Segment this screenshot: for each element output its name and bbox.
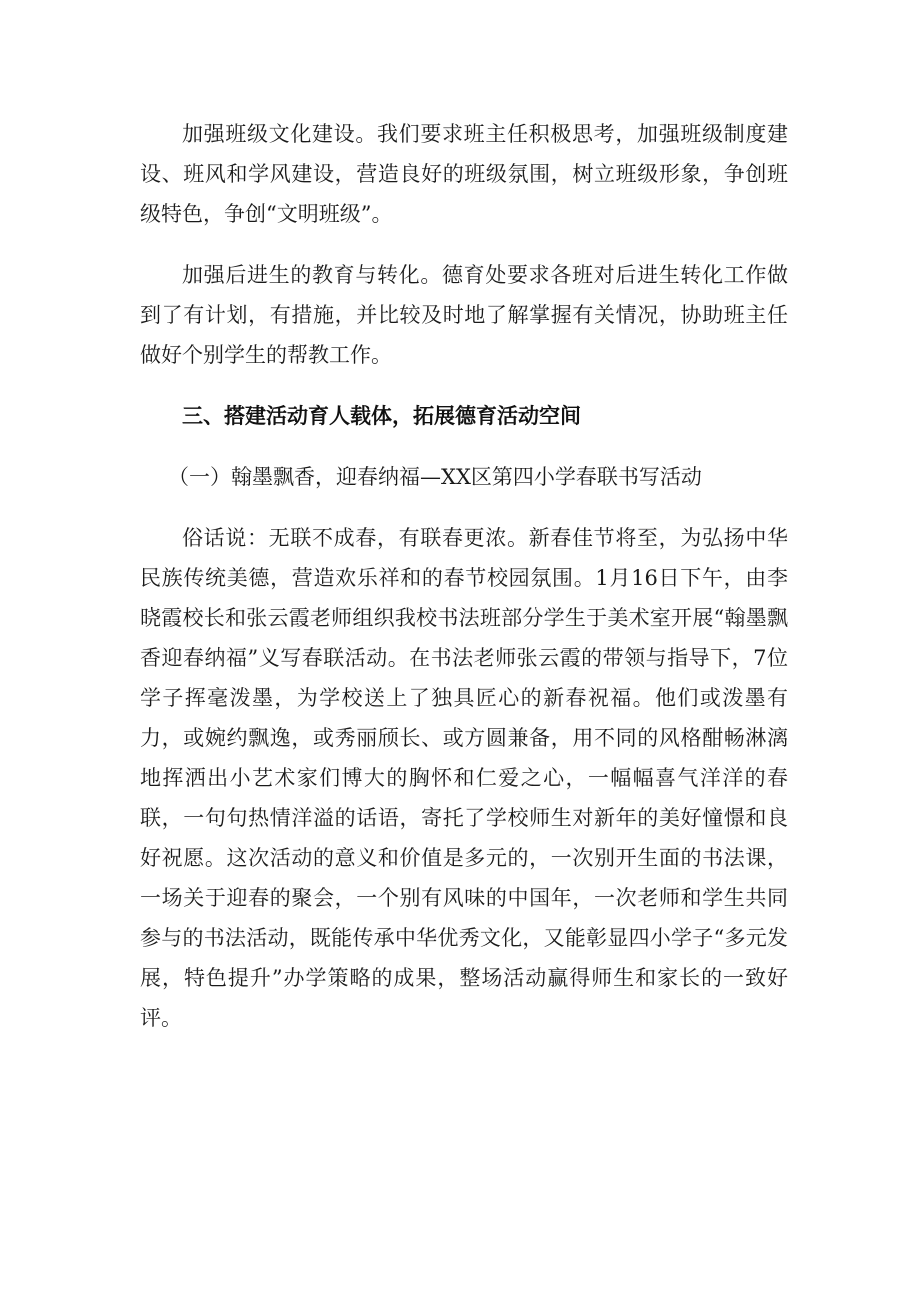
document-body bbox=[140, 114, 788, 1038]
paragraph-class-culture: 加强班级文化建设。我们要求班主任积极思考，加强班级制度建设、班风和学风建设，营造良好的班级氛围，树立班级形象，争创班级特色，争创“文明班级”。 bbox=[140, 122, 788, 226]
paragraph-spring-couplets: 俗话说：无联不成春，有联春更浓。新春佳节将至，为弘扬中华民族传统美德，营造欢乐祥和的春节校园氛围。1月16日下午，由李晓霞校长和张云霞老师组织我校书法班部分学生于美术室开展“翰墨飘香迎春纳福”义写春联活动。在书法老师张云霞的带领与指导下，7位学子挥毫泼墨，为学校送上了独具匠心的新春祝福。他们或泼墨有力，或婉约飘逸，或秀丽颀长、或方圆兼备，用不同的风格酣畅淋漓地挥洒出小艺术家们博大的胸怀和仁爱之心，一幅幅喜气洋洋的春联，一句句热情洋溢的话语，寄托了学校师生对新年的美好憧憬和良好祝愿。这次活动的意义和价值是多元的，一次别开生面的书法课，一场关于迎春的聚会，一个别有风味的中国年，一次老师和学生共同参与的书法活动，既能传承中华优秀文化，又能彰显四小学子“多元发展，特色提升”办学策略的成果，整场活动赢得师生和家长的一致好评。 bbox=[140, 526, 788, 1030]
subsection-heading-1: （一）翰墨飘香，迎春纳福—XX区第四小学春联书写活动 bbox=[168, 465, 702, 489]
section-heading-3: 三、搭建活动育人载体，拓展德育活动空间 bbox=[182, 403, 581, 428]
paragraph-underachievers: 加强后进生的教育与转化。德育处要求各班对后进生转化工作做到了有计划，有措施，并比较及时地了解掌握有关情况，协助班主任做好个别学生的帮教工作。 bbox=[140, 263, 788, 367]
